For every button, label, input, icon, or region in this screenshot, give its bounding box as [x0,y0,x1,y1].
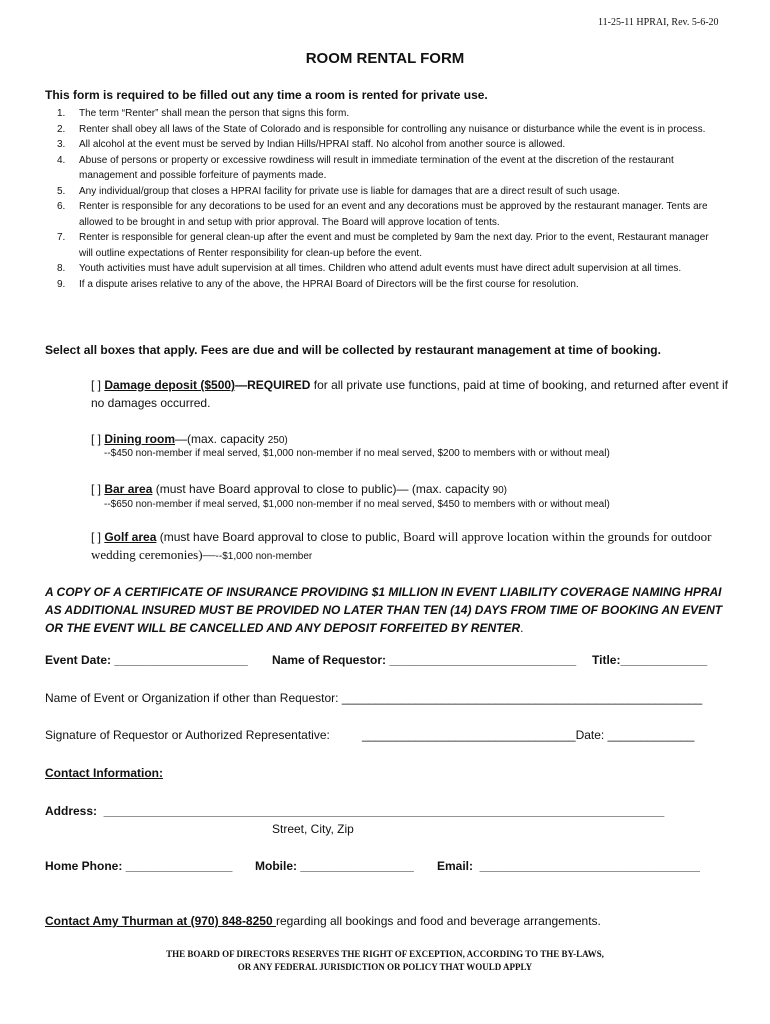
rule-text: Renter shall obey all laws of the State of Colorado and is responsible for controlling any nuisance or disturbance while the event is in process. [79,123,706,135]
email-field[interactable]: Email: _________________________________ [437,859,700,873]
rule-number: 8. [57,263,66,274]
rule-item [45,106,725,122]
rule-number: 5. [57,185,66,197]
rule-item [45,184,725,200]
rule-text: All alcohol at the event must be served by Indian Hills/HPRAI staff. No alcohol from another source is allowed. [79,139,566,150]
rule-number: 7. [57,232,66,243]
fee-golf-area: --$1,000 non-member [215,551,313,562]
contact-note-text: regarding all bookings and food and beverage arrangements. [275,914,601,928]
option-text-dining-room: —(max. capacity [175,432,268,446]
option-bar-area[interactable] [91,480,731,500]
option-damage-deposit[interactable] [91,376,731,412]
option-dining-room[interactable] [91,430,731,450]
intro-text: This form is required to be filled out any time a room is rented for private use. [45,88,488,102]
insurance-period: . [520,621,524,635]
fees-dining-room: --$450 non-member if meal served, $1,000 non-member if no meal served, $200 to members with or without meal) [104,448,610,459]
rule-number: 2. [57,123,66,135]
revision-code: 11-25-11 HPRAI, Rev. 5-6-20 [598,17,719,28]
rule-item [45,230,725,261]
fees-bar-area: --$650 non-member if meal served, $1,000 non-member if no meal served, $450 to members with or without meal) [104,499,610,510]
contact-note [45,914,601,928]
rule-item [45,137,725,153]
address-hint: Street, City, Zip [272,822,354,836]
rule-text: Youth activities must have adult supervision at all times. Children who attend adult events must have direct adult supervision at all times. [79,263,682,274]
rule-number: 6. [57,201,66,212]
capacity-bar-area: 90) [492,485,507,496]
required-tag: —REQUIRED [235,378,311,392]
rule-number: 9. [57,278,66,290]
rule-text: Renter is responsible for general clean-up after the event and must be completed by 9am the next day. Prior to the event, Restaurant manager will outline expectations of Renter responsibility for clean-up before the event. [79,232,709,259]
option-text-bar-area: (must have Board approval to close to public)— (max. capacity [152,482,493,496]
rule-number: 1. [57,108,66,119]
checkbox-bar-area[interactable]: [ ] [91,482,105,496]
rule-item [45,277,725,293]
rules-list [45,106,725,292]
requestor-name-field[interactable]: Name of Requestor: ____________________________ [272,653,577,667]
title-field[interactable]: Title:_____________ [592,653,708,667]
rule-item [45,261,725,277]
mobile-field[interactable]: Mobile: _________________ [255,859,414,873]
rule-number: 3. [57,139,66,150]
select-instructions: Select all boxes that apply. Fees are due and will be collected by restaurant management at time of booking. [45,343,661,357]
rule-item [45,153,725,184]
rule-item [45,199,725,230]
rule-item [45,122,725,138]
option-text-golf-area-grounds: Board will approve location within the grounds for outdoor wedding ceremonies)— [91,529,712,562]
signature-label: Signature of Requestor or Authorized Representative: [45,728,330,742]
option-label-damage-deposit: Damage deposit ($500) [104,378,236,392]
insurance-text: A COPY OF A CERTIFICATE OF INSURANCE PROVIDING $1 MILLION IN EVENT LIABILITY COVERAGE NAMING HPRAI AS ADDITIONAL INSURED MUST BE PROVIDED NO LATER THAN TEN (14) DAYS FROM TIME OF BOOKING AN EVENT OR THE EVENT WILL BE CANCELLED AND ANY DEPOSIT FORFEITED BY RENTER [45,585,723,635]
home-phone-field[interactable]: Home Phone: ________________ [45,859,233,873]
rule-text: The term “Renter” shall mean the person that signs this form. [79,108,350,119]
checkbox-golf-area[interactable]: [ ] [91,530,105,544]
event-date-field[interactable]: Event Date: ____________________ [45,653,248,667]
contact-name-phone: Contact Amy Thurman at (970) 848-8250 [45,914,276,928]
organization-field[interactable]: Name of Event or Organization if other than Requestor: ______________________________________________________ [45,691,703,705]
rule-text: Any individual/group that closes a HPRAI facility for private use is liable for damages that are a direct result of such usage. [79,185,620,197]
insurance-requirement [45,583,735,637]
signature-date-field[interactable]: ________________________________Date: _____________ [362,728,695,742]
rule-text: Abuse of persons or property or excessive rowdiness will result in immediate termination of the event at the discretion of the restaurant management and possible forfeiture of payments made. [79,154,674,181]
rule-number: 4. [57,154,66,166]
footer-line-2: OR ANY FEDERAL JURISDICTION OR POLICY THAT WOULD APPLY [237,962,533,972]
option-label-bar-area: Bar area [104,482,153,496]
option-label-golf-area: Golf area [104,530,157,544]
option-text-golf-area: (must have Board approval to close to public, [156,530,404,544]
capacity-dining-room: 250) [267,435,288,446]
checkbox-dining-room[interactable]: [ ] [91,432,105,446]
footer-disclaimer [0,948,770,974]
form-title: ROOM RENTAL FORM [305,50,465,67]
option-golf-area[interactable] [91,528,731,566]
address-field[interactable]: Address: ____________________________________________________________________________________ [45,804,665,818]
option-label-dining-room: Dining room [104,432,176,446]
contact-information-heading: Contact Information: [45,766,163,780]
footer-line-1: THE BOARD OF DIRECTORS RESERVES THE RIGHT OF EXCEPTION, ACCORDING TO THE BY-LAWS, [166,949,604,959]
checkbox-damage-deposit[interactable]: [ ] [91,378,105,392]
rule-text: If a dispute arises relative to any of the above, the HPRAI Board of Directors will be the first course for resolution. [79,278,579,290]
option-text-damage-deposit: for all private use functions, paid at time of booking, and returned after event if no damages occurred. [91,378,728,410]
rule-text: Renter is responsible for any decorations to be used for an event and any decorations must be approved by the restaurant manager. Tents are allowed to be brought in and setup with prior approval. The Board will approve location of tents. [79,201,708,228]
